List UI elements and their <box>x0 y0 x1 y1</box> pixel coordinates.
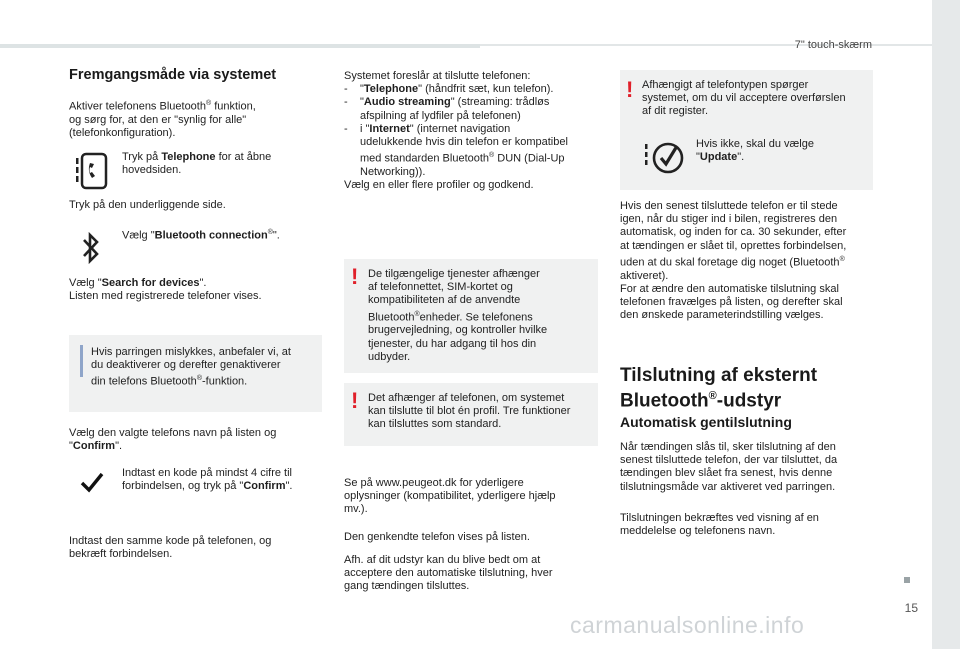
warning-box-profiles <box>344 383 598 446</box>
paragraph-secondary-page: Tryk på den underliggende side. <box>69 199 226 211</box>
warning-icon: ! <box>626 77 634 102</box>
paragraph-peugeot-site: Se på www.peugeot.dk for yderligere oplysninger (kompatibilitet, yderligere hjælp mv.). <box>344 477 556 516</box>
paragraph-recognised-phone: Den genkendte telefon vises på listen. <box>344 531 530 543</box>
update-check-icon <box>644 136 688 178</box>
warning-text: Afhængigt af telefontypen spørger systemet, om du vil acceptere overførslen af dit register. <box>642 79 846 118</box>
side-strip <box>932 0 960 649</box>
warning-text: De tilgængelige tjenester afhænger af telefonnettet, SIM-kortet og kompatibiliteten af de anvendte Bluetooth®enheder. Se telefonens brugervejledning, og kontroller hvilke tjenester, du har adgang til hos din udbyder. <box>368 268 548 363</box>
warning-box-services <box>344 259 598 373</box>
step-open-telephone: Tryk på Telephone for at åbne hovedsiden. <box>122 151 272 177</box>
continue-marker <box>904 577 910 583</box>
paragraph-reconnect: Når tændingen slås til, sker tilslutning af den senest tilsluttede telefon, der var tilsluttet, da tændingen blev slået fra senest, hvis denne tilslutningsmåde var aktiveret ved parringen. <box>620 441 838 493</box>
warning-text: Det afhænger af telefonen, om systemet kan tilslutte til blot én profil. Tre funktioner kan tilsluttes som standard. <box>368 392 571 431</box>
header-rule <box>0 44 480 48</box>
warning-icon: ! <box>351 388 359 413</box>
page-number: 15 <box>904 601 918 615</box>
info-marker <box>80 345 83 377</box>
paragraph-auto-detect: Hvis den senest tilsluttede telefon er til stede igen, når du stiger ind i bilen, registreres den automatisk, og inden for ca. 30 sekunder, efter at tændingen er slået til, oprettes forbindelsen, uden at du skal foretage dig noget (Bluetooth® aktiveret). For at ændre den automatiske tilslutning skal telefonen fravælges på listen, og derefter skal den ønskede parameterindstilling vælges. <box>620 200 847 322</box>
warning-box-register-transfer <box>620 70 873 190</box>
paragraph-auto-connect-accept: Afh. af dit udstyr kan du blive bedt om at acceptere den automatiske tilslutning, hver gang tændingen tilsluttes. <box>344 554 553 593</box>
warning-icon: ! <box>351 264 359 289</box>
paragraph-confirmation-message: Tilslutningen bekræftes ved visning af en meddelelse og telefonens navn. <box>620 512 819 538</box>
subheading-auto-reconnect: Automatisk gentilslutning <box>620 414 792 430</box>
step-bluetooth-connection: Vælg "Bluetooth connection®". <box>122 229 280 242</box>
paragraph-confirm-on-phone: Indtast den samme kode på telefonen, og bekræft forbindelsen. <box>69 535 272 561</box>
info-text: Hvis parringen mislykkes, anbefaler vi, at du deaktiverer og derefter genaktiverer din telefons Bluetooth®-funktion. <box>91 346 291 389</box>
profile-item-telephone: - "Telephone" (håndfrit sæt, kun telefon). <box>344 83 554 96</box>
watermark: carmanualsonline.info <box>570 612 805 638</box>
paragraph-select-phone: Vælg den valgte telefons navn på listen og "Confirm". <box>69 427 277 453</box>
profile-list: Systemet foreslår at tilslutte telefonen: - "Telephone" (håndfrit sæt, kun telefon). - "Audio streaming" (streaming: trådløs afspilning af lydfiler på telefonen) - i "Internet" (internet navigation udelukkende hvis din telefon er kompatibel med standarden Bluetooth® DUN (Dial-Up Networking)). Vælg en eller flere profiler og godkend. <box>344 70 604 192</box>
bluetooth-icon <box>80 231 102 265</box>
paragraph-activate-bluetooth: Aktiver telefonens Bluetooth® funktion, og sørg for, at den er "synlig for alle" (telefonkonfiguration). <box>69 100 256 140</box>
profile-item-internet: - i "Internet" (internet navigation udelukkende hvis din telefon er kompatibel med standarden Bluetooth® DUN (Dial-Up Networking)). <box>344 122 568 179</box>
step-update: Hvis ikke, skal du vælge "Update". <box>696 138 814 164</box>
phone-icon <box>74 152 108 192</box>
checkmark-icon <box>80 471 104 493</box>
profile-item-audio-streaming: - "Audio streaming" (streaming: trådløs afspilning af lydfiler på telefonen) <box>344 96 550 122</box>
section-title: 7" touch-skærm <box>794 39 872 51</box>
step-enter-code: Indtast en kode på mindst 4 cifre til forbindelsen, og tryk på "Confirm". <box>122 467 293 493</box>
info-box-pairing-failed <box>69 335 322 412</box>
section-heading-external-bluetooth: Tilslutning af eksternt Bluetooth®-udstyr <box>620 365 818 412</box>
section-heading: Fremgangsmåde via systemet <box>69 67 277 83</box>
paragraph-search-devices: Vælg "Search for devices". Listen med registrerede telefoner vises. <box>69 277 262 303</box>
